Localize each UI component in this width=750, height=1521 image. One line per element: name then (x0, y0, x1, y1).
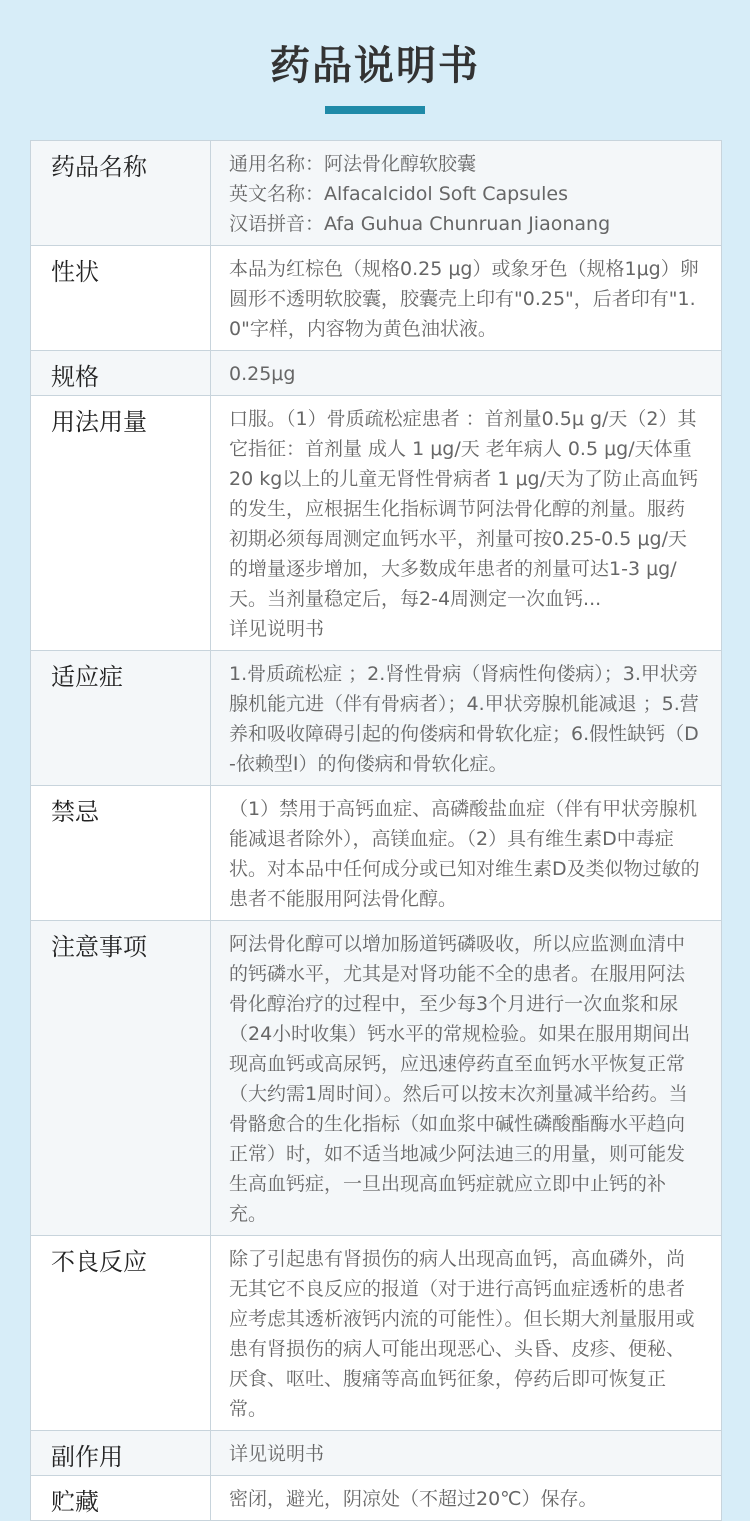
content-line: 除了引起患有肾损伤的病人出现高血钙，高血磷外，尚无其它不良反应的报道（对于进行高钙血症透析的患者应考虑其透析液钙内流的可能性）。但长期大剂量服用或患有肾损伤的病人可能出现恶心、头昏、皮疹、便秘、厌食、呕吐、腹痛等高血钙征象，停药后即可恢复正常。 (229, 1248, 695, 1420)
content-line: （1）禁用于高钙血症、高磷酸盐血症（伴有甲状旁腺机能减退者除外），高镁血症。（2）具有维生素D中毒症状。对本品中任何成分或已知对维生素D及类似物过敏的患者不能服用阿法骨化醇。 (229, 798, 700, 910)
content-line: 0.25μg (229, 363, 296, 385)
row-content (211, 1236, 721, 1430)
row-content (211, 141, 721, 245)
content-line: 口服。（1）骨质疏松症患者 ：首剂量0.5μ g/天（2）其它指征：首剂量 成人 1 μg/天 老年病人 0.5 μg/天体重20 kg以上的儿童无肾性骨病者 1 μg/天为了防止高血钙的发生，应根据生化指标调节阿法骨化醇的剂量。服药初期必须每周测定血钙水平，剂量可按0.25-0.5 μg/天的增量逐步增加，大多数成年患者的剂量可达1-3 μg/天。当剂量稳定后，每2-4周测定一次血钙... (229, 408, 698, 610)
table-row-storage (31, 1476, 721, 1521)
content-line: 阿法骨化醇可以增加肠道钙磷吸收，所以应监测血清中的钙磷水平，尤其是对肾功能不全的患者。在服用阿法骨化醇治疗的过程中，至少每3个月进行一次血浆和尿（24小时收集）钙水平的常规检验。如果在服用期间出现高血钙或高尿钙，应迅速停药直至血钙水平恢复正常（大约需1周时间）。然后可以按末次剂量减半给药。当骨骼愈合的生化指标（如血浆中碱性磷酸酯酶水平趋向正常）时，如不适当地减少阿法迪三的用量，则可能发生高血钙症，一旦出现高血钙症就应立即中止钙的补充。 (229, 933, 691, 1225)
table-row-specification (31, 351, 721, 396)
row-label: 贮藏 (31, 1476, 211, 1520)
drug-info-table (30, 140, 722, 1521)
table-row-drug-name (31, 141, 721, 246)
row-content (211, 396, 721, 650)
row-content (211, 351, 721, 395)
table-row-appearance (31, 246, 721, 351)
table-row-dosage (31, 396, 721, 651)
row-label: 副作用 (31, 1431, 211, 1475)
table-row-precautions (31, 921, 721, 1236)
row-content (211, 246, 721, 350)
content-line: 详见说明书 (229, 1443, 325, 1465)
row-content (211, 786, 721, 920)
row-label: 适应症 (31, 651, 211, 785)
content-line: 1.骨质疏松症 ；2.肾性骨病（肾病性佝偻病）；3.甲状旁腺机能亢进（伴有骨病者）；4.甲状旁腺机能减退 ；5.营养和吸收障碍引起的佝偻病和骨软化症；6.假性缺钙（D-依赖型I）的佝偻病和骨软化症。 (229, 663, 699, 775)
row-label: 不良反应 (31, 1236, 211, 1430)
row-content (211, 651, 721, 785)
row-label: 性状 (31, 246, 211, 350)
row-content (211, 1431, 721, 1475)
row-label: 规格 (31, 351, 211, 395)
content-line: 本品为红棕色（规格0.25 μg）或象牙色（规格1μg）卵圆形不透明软胶囊，胶囊壳上印有"0.25"，后者印有"1.0"字样，内容物为黄色油状液。 (229, 258, 699, 340)
row-content (211, 921, 721, 1235)
table-row-contraindications (31, 786, 721, 921)
content-line: 通用名称：阿法骨化醇软胶囊 (229, 153, 477, 175)
table-row-side-effects (31, 1431, 721, 1476)
row-label: 注意事项 (31, 921, 211, 1235)
row-content (211, 1476, 721, 1520)
content-line: 详见说明书 (229, 618, 325, 640)
title-underline (325, 106, 425, 114)
page-title: 药品说明书 (270, 43, 480, 89)
table-row-indications (31, 651, 721, 786)
content-line: 密闭，避光，阴凉处（不超过20℃）保存。 (229, 1488, 598, 1510)
content-line: 汉语拼音：Afa Guhua Chunruan Jiaonang (229, 213, 611, 235)
row-label: 禁忌 (31, 786, 211, 920)
row-label: 药品名称 (31, 141, 211, 245)
content-line: 英文名称：Alfacalcidol Soft Capsules (229, 183, 569, 205)
row-label: 用法用量 (31, 396, 211, 650)
table-row-adverse-reactions (31, 1236, 721, 1431)
